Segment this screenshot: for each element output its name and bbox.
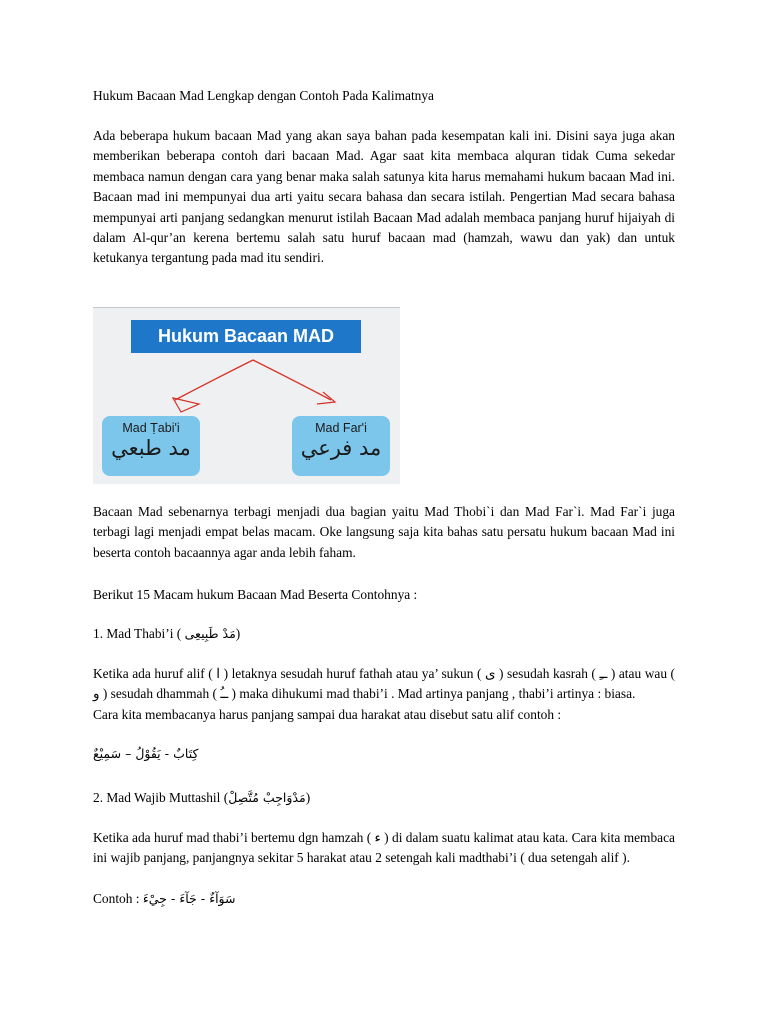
intro-paragraph: Ada beberapa hukum bacaan Mad yang akan saya bahan pada kesempatan kali ini. Disini saya juga akan memberikan beberapa contoh dari bacaan Mad. Agar saat kita membaca alquran tidak Cuma sekedar membaca namun dengan cara yang benar maka salah satunya kita harus memahami hukum bacaan Mad ini. Bacaan mad ini mempunyai dua arti yaitu secara bahasa dan secara istilah. Pengertian Mad secara bahasa mempunyai arti panjang sedangkan menurut istilah Bacaan Mad adalah membaca panjang huruf hijaiyah di dalam Al-qur’an kerena bertemu salah satu huruf bacaan mad (hamzah, wawu dan yak) dan untuk ketukanya tergantung pada mad itu sendiri. bbox=[93, 128, 675, 266]
section1-example: كِتَابٌ - يَقُوْلُ – سَمِيْعٌ bbox=[93, 746, 199, 761]
division-paragraph: Bacaan Mad sebenarnya terbagi menjadi dua bagian yaitu Mad Thobi`i dan Mad Far`i. Mad Far`i juga terbagi lagi menjadi empat belas macam. Oke langsung saja kita bahas satu persatu hukum bacaan Mad ini beserta contoh bacaannya agar anda lebih faham. bbox=[93, 504, 675, 560]
arrowhead-left bbox=[173, 398, 199, 412]
section2-description: Ketika ada huruf mad thabi’i bertemu dgn hamzah ( ء ) di dalam suatu kalimat atau kata. Cara kita membaca ini wajib panjang, panjangnya sekitar 5 harakat atau 2 setengah kali madthabi’i ( dua setengah alif ). bbox=[93, 830, 675, 866]
section1-heading-suffix: ) bbox=[235, 626, 241, 641]
section2-example-line bbox=[93, 889, 236, 909]
section2-heading bbox=[93, 788, 310, 808]
section1-heading-arabic: مَدْ طَبِيعِى bbox=[184, 626, 236, 641]
section1-heading-prefix: 1. Mad Thabi’i ( bbox=[93, 626, 182, 641]
section2-heading-arabic: مَدْوَاجِبْ مُتَّصِلْ bbox=[228, 790, 306, 805]
mad-fari-box bbox=[292, 416, 390, 476]
mad-tabii-arabic: مد طبعي bbox=[111, 436, 191, 460]
section1-body bbox=[93, 664, 675, 725]
mad-fari-label: Mad Far'i bbox=[315, 421, 367, 435]
page-title: Hukum Bacaan Mad Lengkap dengan Contoh Pada Kalimatnya bbox=[93, 88, 434, 103]
section2-heading-suffix: ) bbox=[305, 790, 311, 805]
mad-tabii-box bbox=[102, 416, 200, 476]
arrow-to-right bbox=[253, 360, 331, 400]
list-intro: Berikut 15 Macam hukum Bacaan Mad Beserta Contohnya : bbox=[93, 587, 418, 602]
section1-note: Cara kita membacanya harus panjang sampai dua harakat atau disebut satu alif contoh : bbox=[93, 706, 562, 722]
diagram-heading: Hukum Bacaan MAD bbox=[131, 320, 361, 353]
section1-heading bbox=[93, 624, 240, 644]
section2-example-label: Contoh : bbox=[93, 891, 143, 906]
arrow-to-left bbox=[175, 360, 253, 400]
section2-heading-prefix: 2. Mad Wajib Muttashil ( bbox=[93, 790, 229, 805]
mad-tabii-label: Mad Ṭabi'i bbox=[122, 421, 180, 435]
mad-diagram-image bbox=[93, 307, 400, 484]
section1-description: Ketika ada huruf alif ( ا ) letaknya sesudah huruf fathah atau ya’ sukun ( ى ) sesudah kasrah ( ــِ ) atau wau ( و ) sesudah dhammah ( ــُ ) maka dihukumi mad thabi’i . Mad artinya panjang , thabi’i artinya : biasa. bbox=[93, 666, 676, 702]
section2-example: سَوَآءٌ - جَآءَ - جِيْءَ bbox=[142, 891, 236, 906]
mad-fari-arabic: مد فرعي bbox=[300, 436, 382, 460]
